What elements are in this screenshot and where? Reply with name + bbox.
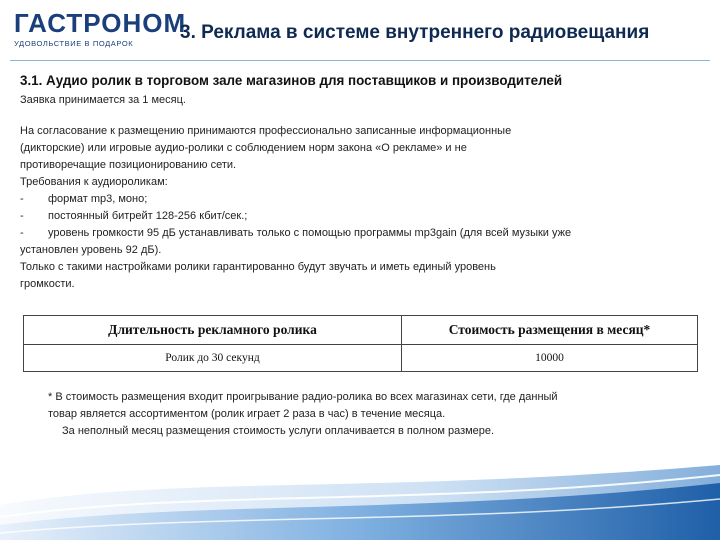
requirements-body	[20, 123, 680, 293]
slide-title: 3. Реклама в системе внутреннего радиовещания	[180, 22, 650, 43]
footnote-line: За неполный месяц размещения стоимость услуги оплачивается в полном размере.	[62, 425, 495, 437]
requirement-text: формат mp3, моно;	[48, 193, 148, 205]
table-header-row	[24, 316, 698, 345]
logo-tagline: УДОВОЛЬСТВИЕ В ПОДАРОК	[14, 39, 134, 48]
pricing-table	[23, 315, 698, 372]
price-cell: 10000	[402, 345, 698, 372]
section-subtitle: 3.1. Аудио ролик в торговом зале магазинов для поставщиков и производителей	[20, 73, 563, 88]
logo-text: ГАСТРОНОМ	[14, 8, 187, 38]
footnote-line: товар является ассортиментом (ролик играет 2 раза в час) в течение месяца.	[48, 408, 446, 420]
requirement-text: уровень громкости 95 дБ устанавливать только с помощью программы mp3gain (для всей музыки уже	[48, 227, 572, 239]
body-line: противоречащие позиционированию сети.	[20, 159, 237, 171]
duration-column-header: Длительность рекламного ролика	[24, 316, 402, 345]
requirement-text: постоянный битрейт 128-256 кбит/сек.;	[48, 210, 248, 222]
decorative-wave	[0, 455, 720, 540]
gastronom-logo	[14, 10, 186, 48]
list-marker: -	[20, 193, 24, 205]
slide-header	[0, 0, 720, 60]
body-line: Требования к аудиороликам:	[20, 176, 168, 188]
duration-cell: Ролик до 30 секунд	[24, 345, 402, 372]
requirement-item	[20, 225, 680, 242]
body-line: На согласование к размещению принимаются профессионально записанные информационные	[20, 125, 512, 137]
body-line: установлен уровень 92 дБ).	[20, 244, 162, 256]
body-line: Только с такими настройками ролики гарантированно будут звучать и иметь единый уровень	[20, 261, 496, 273]
application-note: Заявка принимается за 1 месяц.	[20, 94, 186, 106]
list-marker: -	[20, 227, 24, 239]
requirement-item	[20, 208, 680, 225]
pricing-footnote	[48, 389, 688, 440]
body-line: громкости.	[20, 278, 75, 290]
price-column-header: Стоимость размещения в месяц*	[402, 316, 698, 345]
requirement-item	[20, 191, 680, 208]
table-row	[24, 345, 698, 372]
body-line: (дикторские) или игровые аудио-ролики с соблюдением норм закона «О рекламе» и не	[20, 142, 467, 154]
list-marker: -	[20, 210, 24, 222]
header-divider	[10, 60, 710, 61]
footnote-line: * В стоимость размещения входит проигрывание радио-ролика во всех магазинах сети, где данный	[48, 391, 558, 403]
